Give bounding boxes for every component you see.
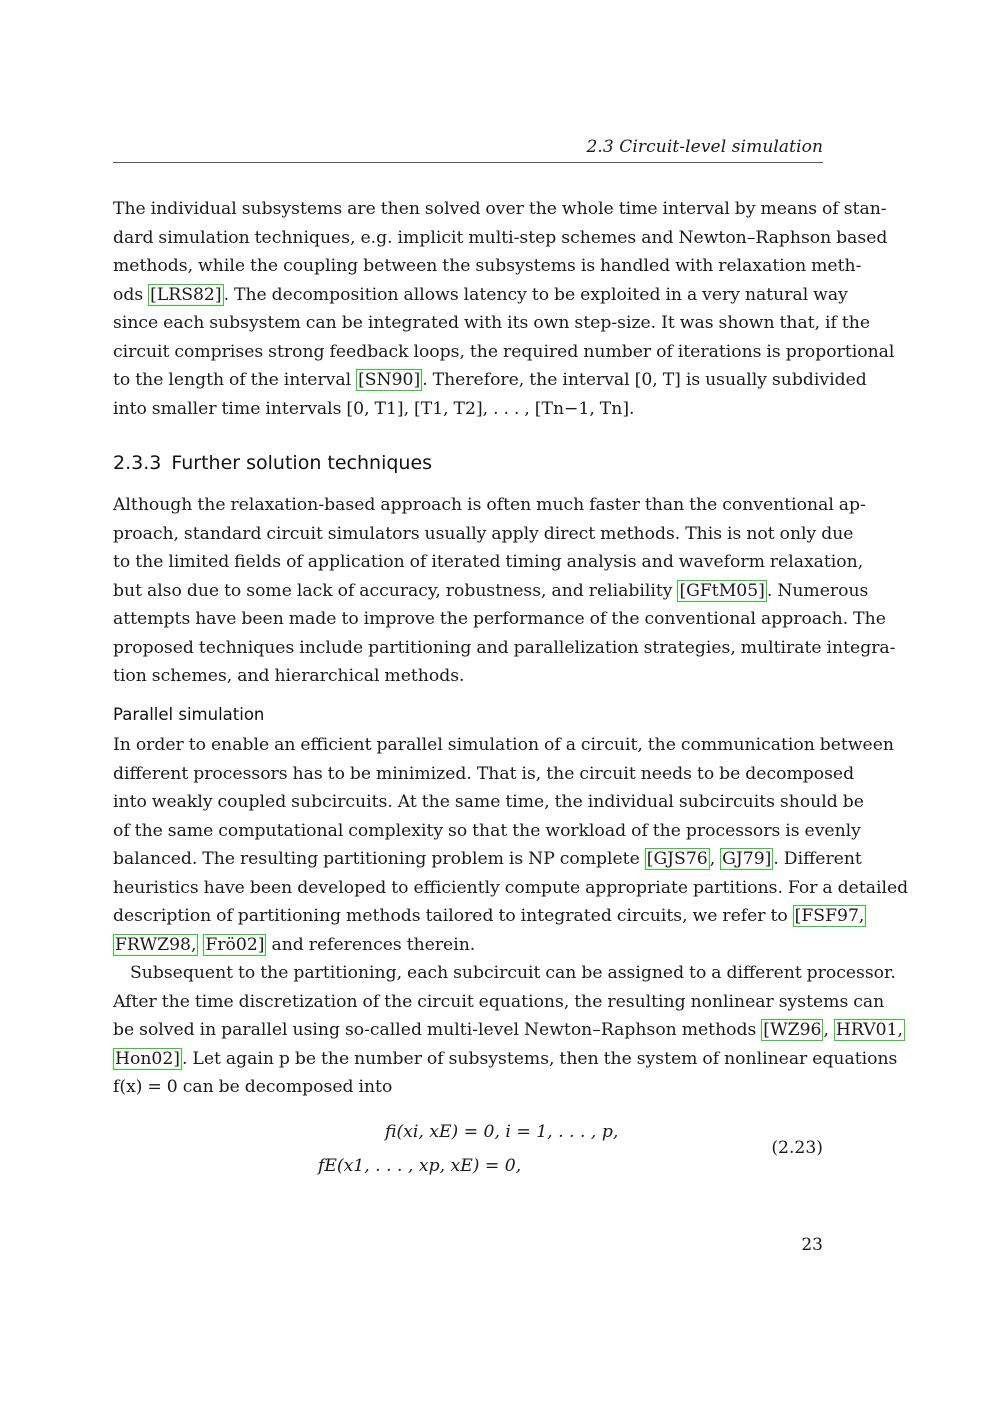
text-line: In order to enable an efficient parallel simulation of a circuit, the communication between [113,735,894,755]
text-line: After the time discretization of the circuit equations, the resulting nonlinear systems can [113,991,885,1012]
section-title: Further solution techniques [171,452,433,474]
text-span: . Let again p be the number of subsystems, then the system of nonlinear equations [181,1048,898,1069]
equation-line-2: fE(x1, . . . , xp, xE) = 0, [318,1156,522,1176]
citation-link-hon02[interactable]: Hon02] [115,1048,180,1069]
text-line: to the limited fields of application of iterated timing analysis and waveform relaxation, [113,552,864,572]
citation-link-frwz98[interactable]: FRWZ98, [115,934,197,955]
text-line [113,1045,898,1074]
equation-line-1: fi(xi, xE) = 0, i = 1, . . . , p, [385,1122,619,1142]
text-line: into smaller time intervals [0, T1], [T1, T2], . . . , [Tn−1, Tn]. [113,398,635,419]
text-line: of the same computational complexity so that the workload of the processors is evenly [113,820,861,841]
text-line: methods, while the coupling between the subsystems is handled with relaxation meth- [113,256,862,276]
paragraph-1 [113,195,895,423]
text-line: since each subsystem can be integrated with its own step-size. It was shown that, if the [113,313,871,333]
text-line: Although the relaxation-based approach is often much faster than the conventional ap- [113,495,866,515]
equation-number: (2.23) [771,1138,823,1158]
text-span: be solved in parallel using so-called multi-level Newton–Raphson methods [113,1020,762,1040]
paragraph-4 [113,959,903,1102]
citation-link-wz96[interactable]: [WZ96 [763,1020,822,1040]
equation-2-23 [113,1118,823,1188]
text-line [113,281,848,310]
citation-link-fsf97[interactable]: [FSF97, [794,906,865,926]
text-line: Subsequent to the partitioning, each subcircuit can be assigned to a different processor. [130,963,896,983]
text-line: attempts have been made to improve the performance of the conventional approach. The [113,609,886,629]
text-span: , [709,849,721,869]
text-line: be solved in parallel using so-called multi-level Newton–Raphson methods [WZ96 , HRV01, [113,1020,903,1040]
text-line: dard simulation techniques, e.g. implicit multi-step schemes and Newton–Raphson based [113,227,888,248]
text-line [113,577,869,606]
text-line [113,931,823,960]
text-line: into weakly coupled subcircuits. At the same time, the individual subcircuits should be [113,792,864,812]
paragraph-3 [113,731,909,959]
section-number: 2.3.3 [113,452,162,474]
text-line: different processors has to be minimized. That is, the circuit needs to be decomposed [113,763,855,784]
text-span: . Different [773,849,862,869]
citation-link-fro02[interactable]: Frö02] [205,934,265,955]
text-line [113,902,865,931]
text-line [113,845,862,874]
text-span: . Therefore, the interval [0, T] is usually subdivided [422,370,867,390]
text-line: proposed techniques include partitioning and parallelization strategies, multirate integra- [113,637,896,658]
citation-link-lrs82[interactable]: [LRS82] [150,284,222,305]
citation-link-sn90[interactable]: [SN90] [358,370,421,390]
text-line: tion schemes, and hierarchical methods. [113,666,465,686]
citation-link-gftm05[interactable]: [GFtM05] [679,580,765,601]
paragraph-2 [113,491,896,691]
text-span: description of partitioning methods tailored to integrated circuits, we refer to [113,906,793,926]
text-span: . The decomposition allows latency to be exploited in a very natural way [223,284,848,305]
header-rule [113,162,823,163]
text-span: and references therein. [266,934,476,955]
citation-link-gj79[interactable]: GJ79] [722,849,772,869]
text-span: to the length of the interval [113,370,357,390]
text-line [113,366,867,395]
text-span: balanced. The resulting partitioning problem is NP complete [113,849,645,869]
subsection-heading: Parallel simulation [113,705,265,724]
text-span: . Numerous [766,580,869,601]
running-head: 2.3 Circuit-level simulation [586,137,823,157]
text-line: heuristics have been developed to efficiently compute appropriate partitions. For a detailed [113,877,909,898]
text-line: circuit comprises strong feedback loops, the required number of iterations is proportional [113,341,895,362]
citation-link-hrv01[interactable]: HRV01, [835,1020,903,1040]
text-line: f(x) = 0 can be decomposed into [113,1077,393,1097]
text-line: proach, standard circuit simulators usually apply direct methods. This is not only due [113,523,854,544]
text-line: The individual subsystems are then solved over the whole time interval by means of stan- [113,199,887,219]
text-span: ods [113,284,149,305]
page-number: 23 [801,1235,823,1255]
citation-link-gjs76[interactable]: [GJS76 [646,849,708,869]
text-span: but also due to some lack of accuracy, robustness, and reliability [113,580,678,601]
section-heading [113,452,432,474]
